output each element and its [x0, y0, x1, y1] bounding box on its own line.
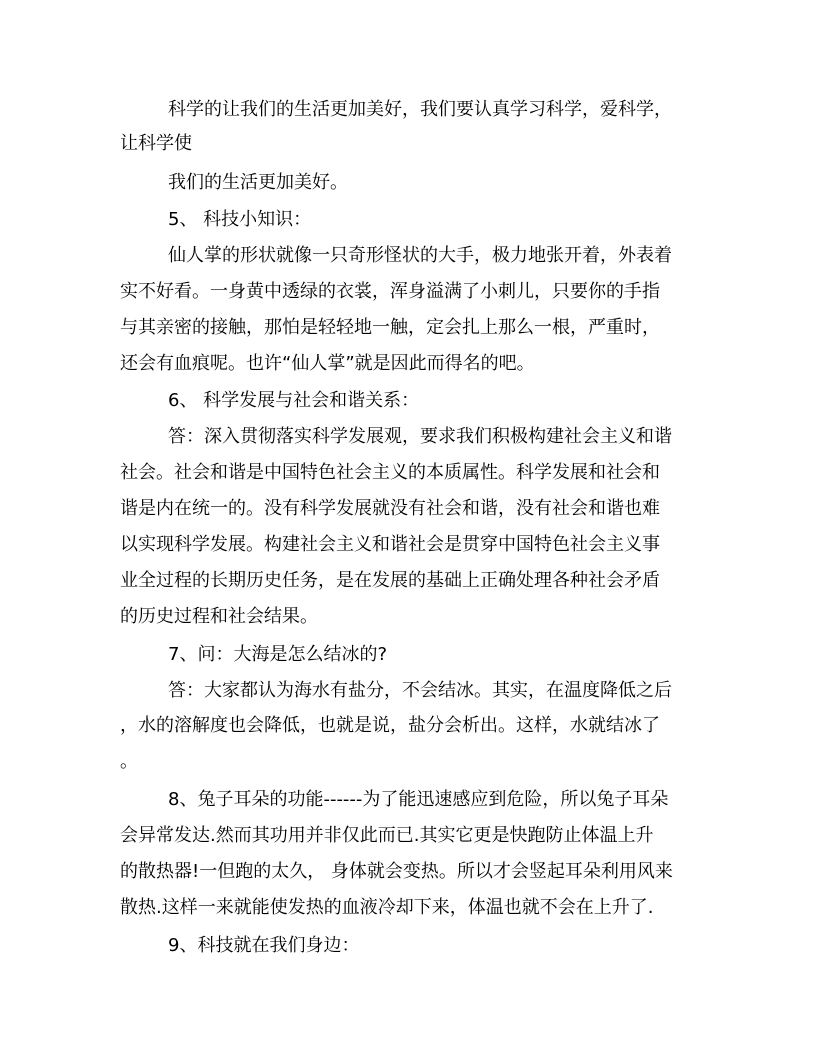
- text-line: 社会。社会和谐是中国特色社会主义的本质属性。科学发展和社会和: [120, 462, 660, 483]
- text-line: 科学的让我们的生活更加美好，我们要认真学习科学，爱科学，: [168, 99, 672, 120]
- text-line: 还会有血痕呢。也许“仙人掌”就是因此而得名的吧。: [120, 353, 535, 374]
- text-line: 与其亲密的接触，那怕是轻轻地一触，定会扎上那么一根，严重时，: [120, 317, 660, 338]
- text-line: 答：深入贯彻落实科学发展观，要求我们积极构建社会主义和谐: [168, 426, 672, 447]
- section-heading: 8、兔子耳朵的功能------为了能迅速感应到危险，所以兔子耳朵: [168, 789, 669, 810]
- text-line: 散热.这样一来就能使发热的血液冷却下来，体温也就不会在上升了.: [120, 897, 654, 918]
- text-line: 仙人掌的形状就像一只奇形怪状的大手，极力地张开着，外表着: [168, 245, 672, 266]
- text-line: 的散热器!一但跑的太久， 身体就会变热。所以才会竖起耳朵利用风来: [120, 861, 673, 882]
- section-heading: 9、科技就在我们身边：: [168, 935, 360, 956]
- text-line: 答：大家都认为海水有盐分，不会结冰。其实，在温度降低之后: [168, 680, 672, 701]
- text-line: 谐是内在统一的。没有科学发展就没有社会和谐，没有社会和谐也难: [120, 498, 660, 519]
- text-line: 的历史过程和社会结果。: [120, 606, 318, 627]
- text-line: ，水的溶解度也会降低，也就是说，盐分会析出。这样，水就结冰了: [120, 715, 660, 736]
- section-heading: 5、 科技小知识：: [168, 209, 312, 230]
- text-line: 让科学使: [120, 133, 192, 154]
- text-line: 我们的生活更加美好。: [168, 172, 348, 193]
- text-line: 实不好看。一身黄中透绿的衣裳，浑身溢满了小刺儿，只要你的手指: [120, 281, 660, 302]
- text-line: 业全过程的长期历史任务，是在发展的基础上正确处理各种社会矛盾: [120, 570, 660, 591]
- text-line: 以实现科学发展。构建社会主义和谐社会是贯穿中国特色社会主义事: [120, 534, 660, 555]
- section-heading: 6、 科学发展与社会和谐关系：: [168, 390, 420, 411]
- section-heading: 7、问：大海是怎么结冰的?: [168, 644, 388, 665]
- text-line: 会异常发达.然而其功用并非仅此而已.其实它更是快跑防止体温上升: [120, 825, 654, 846]
- text-line: 。: [120, 751, 138, 772]
